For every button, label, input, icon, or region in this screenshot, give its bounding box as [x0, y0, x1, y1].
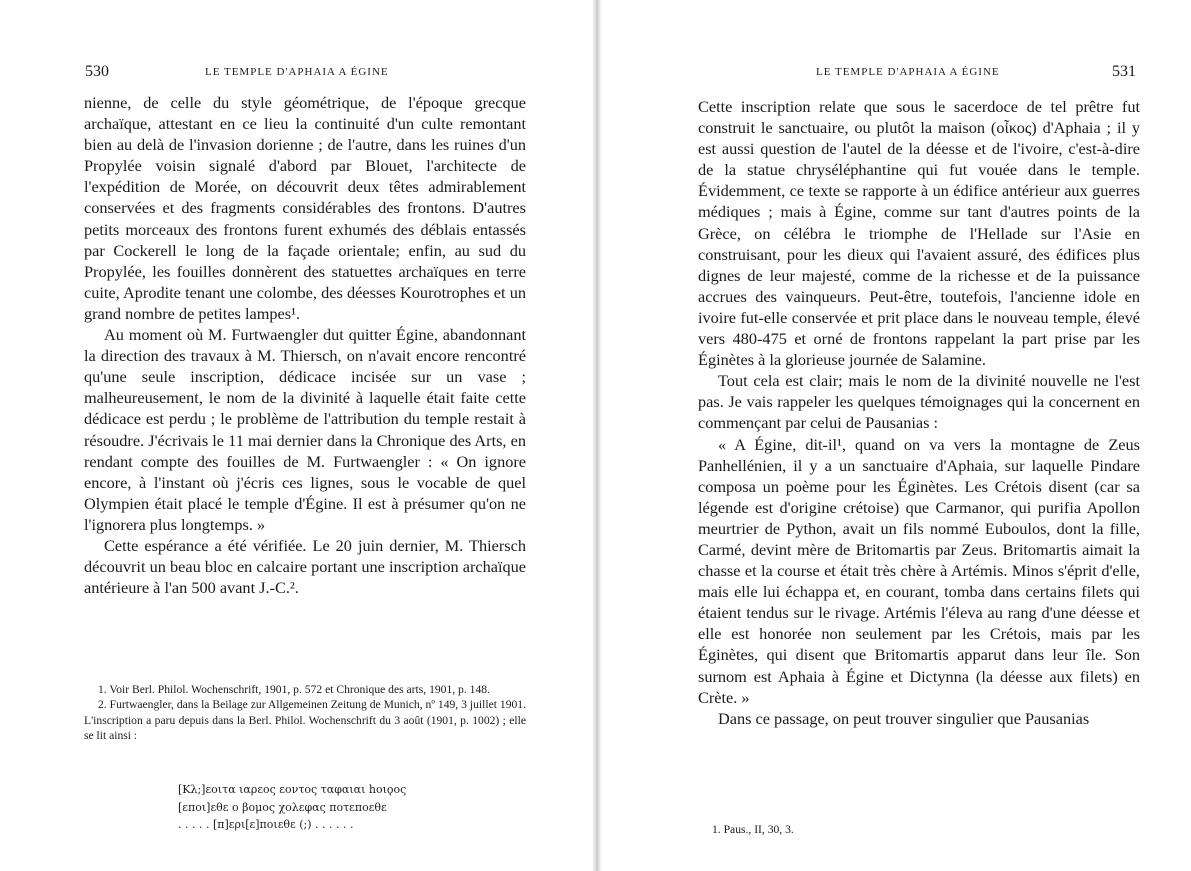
paragraph: Cette espérance a été vérifiée. Le 20 juin dernier, M. Thiersch découvrit un beau bloc en calcaire portant une inscription archaïque antérieure à l'an 500 avant J.-C.². — [84, 535, 526, 598]
footnotes — [698, 822, 1140, 837]
inscription-line: . . . . . [π]ερι[ε]ποιεθε (;) . . . . . . — [178, 818, 354, 831]
running-head: LE TEMPLE D'APHAIA A ÉGINE — [816, 66, 1000, 78]
paragraph: Dans ce passage, on peut trouver singulier que Pausanias — [718, 708, 1090, 728]
inscription-line: [Κλ;]εοιτα ιαρεος εοντος ταφαιαι hοιϙος — [178, 783, 407, 796]
running-head: LE TEMPLE D'APHAIA A ÉGINE — [205, 66, 389, 78]
page-number: 530 — [85, 63, 109, 80]
paragraph: nienne, de celle du style géométrique, de l'époque grecque archaïque, attestant en ce lieu la continuité d'un culte remontant bien au delà de l'invasion dorienne ; de l'autre, dans les ruines d'un Propylée voisin signalé d'abord par Blouet, l'architecte de l'expédition de Morée, on découvrit deux têtes admirablement conservées et des fragments considérables des frontons. D'autres petits morceaux des frontons furent exhumés des déblais entassés par Cockerell le long de la façade orientale; enfin, au sud du Propylée, les fouilles donnèrent des statuettes archaïques en terre cuite, Aprodite tenant une colombe, des déesses Kourotrophes et un grand nombre de petites lampes¹. — [84, 93, 526, 323]
paragraph: « A Égine, dit-il¹, quand on va vers la montagne de Zeus Panhellénien, il y a un sanctuaire d'Aphaia, sur laquelle Pindare composa un poème pour les Éginètes. Les Crétois disent (car sa légende est d'origine crétoise) que Carmanor, qui purifia Apollon meurtrier de Python, avait un fils nommé Euboulos, dont la fille, Carmé, devint mère de Britomartis par Zeus. Britomartis aimait la chasse et la course et était très chère à Artémis. Minos s'éprit d'elle, mais elle lui échappa et, en courant, tomba dans certains filets qui étaient tendus sur le rivage. Artémis l'éleva au rang d'une déesse et elle est honorée non seulement par les Crétois, mais par les Éginètes, qui disent que Britomartis apparut dans leur île. Son surnom est Aphaia à Égine et Dictynna (la déesse aux filets) en Crète. » — [698, 434, 1140, 707]
paragraph: Cette inscription relate que sous le sacerdoce de tel prêtre fut construit le sanctuaire, ou plutôt la maison (οἶκος) d'Aphaia ; il y est aussi question de l'autel de la déesse et de l'ivoire, c'est-à-dire de la statue chryséléphantine qui fut vouée dans le temple. Évidemment, ce texte se rapporte à un édifice antérieur aux guerres médiques ; mais à Égine, comme sur tant d'autres points de la Grèce, on célébra le triomphe de l'Hellade sur l'Asie en construisant, pour les dieux qui l'avaient assuré, des édifices plus dignes de leur majesté, comme de la richesse et de la puissance accrues des vainqueurs. Peut-être, toutefois, l'ancienne idole en ivoire fut-elle conservée et prit place dans le nouveau temple, élevé vers 480-475 et orné de frontons rappelant la part prise par les Éginètes à la glorieuse journée de Salamine. — [698, 97, 1140, 370]
page-number: 531 — [1112, 63, 1136, 80]
footnote: 1. Voir Berl. Philol. Wochenschrift, 1901, p. 572 et Chronique des arts, 1901, p. 148. — [98, 683, 490, 696]
inscription-transcription — [178, 781, 406, 834]
inscription-line: [εποι]εθε ο βομος χολεφας ποτεποεθε — [178, 800, 387, 814]
paragraph: Tout cela est clair; mais le nom de la divinité nouvelle ne l'est pas. Je vais rappeler les quelques témoignages qui la concernent en commençant par celui de Pausanias : — [698, 371, 1140, 433]
body-text — [698, 96, 1140, 729]
footnote: 1. Paus., II, 30, 3. — [712, 823, 794, 836]
body-text — [84, 92, 526, 598]
footnote: 2. Furtwaengler, dans la Beilage zur Allgemeinen Zeitung de Munich, nº 149, 3 juillet 1901. L'inscription a paru depuis dans la Berl. Philol. Wochenschrift du 3 août (1901, p. 1002) ; elle se lit ainsi : — [84, 698, 526, 743]
footnotes — [84, 682, 526, 744]
right-page — [598, 0, 1191, 871]
paragraph: Au moment où M. Furtwaengler dut quitter Égine, abandonnant la direction des travaux à M. Thiersch, on n'avait encore rencontré qu'une seule inscription, dédicace incisée sur un vase ; malheureusement, le nom de la divinité à laquelle était faite cette dédicace est perdu ; le problème de l'attribution du temple restait à résoudre. J'écrivais le 11 mai dernier dans la Chronique des Arts, en rendant compte des fouilles de M. Furtwaengler : « On ignore encore, à l'instant où j'écris ces lignes, sous le vocable de quel Olympien était placé le temple d'Égine. Il est à présumer qu'on ne l'ignorera plus longtemps. » — [84, 325, 526, 534]
